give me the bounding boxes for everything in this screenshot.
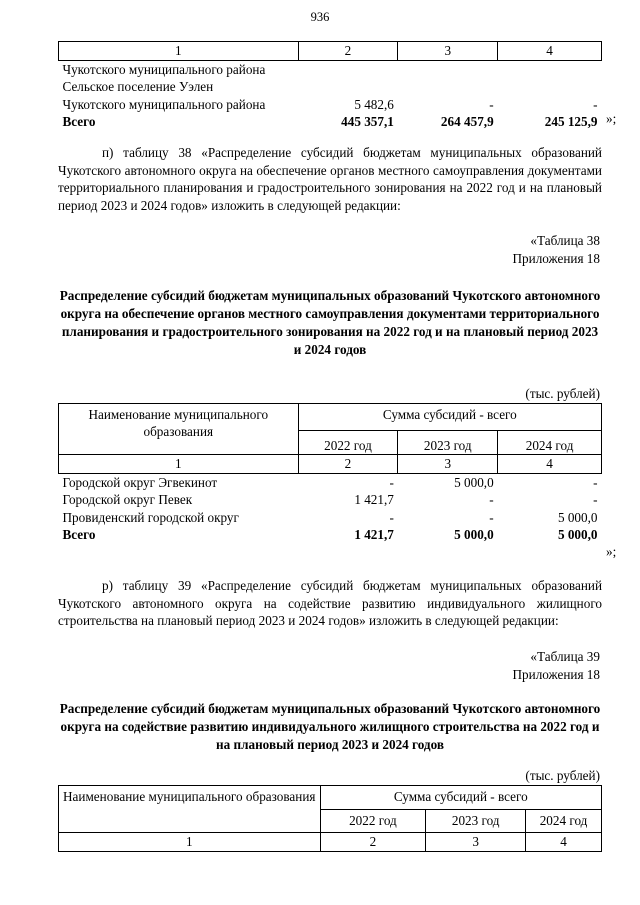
col-num-2: 2 bbox=[298, 42, 398, 61]
col-num-3: 3 bbox=[426, 833, 526, 852]
row-value bbox=[498, 78, 602, 96]
total-row bbox=[59, 113, 602, 131]
col-num-4: 4 bbox=[526, 833, 602, 852]
row-name: Чукотского муниципального района bbox=[62, 61, 266, 77]
closing-quote: »; bbox=[606, 111, 617, 126]
row-value: - bbox=[489, 492, 494, 507]
total-value: 5 000,0 bbox=[454, 527, 494, 542]
caption-line: «Таблица 39 bbox=[530, 649, 600, 664]
col-num-3: 3 bbox=[398, 455, 498, 474]
table-row bbox=[59, 78, 602, 96]
row-value: - bbox=[593, 474, 598, 490]
page-number: 936 bbox=[310, 10, 330, 24]
caption-line: «Таблица 38 bbox=[530, 233, 600, 248]
row-value: 1 421,7 bbox=[354, 492, 394, 507]
header-name: Наименование муниципального образования bbox=[59, 404, 299, 455]
total-label: Всего bbox=[62, 114, 96, 129]
table-caption-38 bbox=[513, 232, 600, 267]
row-name: Чукотского муниципального района bbox=[62, 96, 266, 112]
row-value bbox=[498, 60, 602, 78]
table-38 bbox=[58, 403, 602, 544]
row-value: - bbox=[593, 492, 598, 507]
closing-quote: »; bbox=[606, 544, 617, 559]
row-value bbox=[398, 78, 498, 96]
row-value: 5 482,6 bbox=[354, 96, 394, 112]
row-value bbox=[298, 60, 398, 78]
caption-line: Приложения 18 bbox=[512, 250, 600, 266]
table-caption-39 bbox=[513, 648, 600, 683]
row-value: - bbox=[489, 96, 494, 112]
year-2023: 2023 год bbox=[398, 430, 498, 454]
total-value: 264 457,9 bbox=[440, 114, 494, 129]
units-label: (тыс. рублей) bbox=[525, 386, 600, 401]
total-value: 445 357,1 bbox=[341, 114, 394, 129]
row-name: Провиденский городской округ bbox=[62, 509, 239, 525]
total-value: 1 421,7 bbox=[354, 527, 394, 542]
year-2024: 2024 год bbox=[498, 430, 602, 454]
header-sum: Сумма субсидий - всего bbox=[320, 786, 601, 810]
header-sum: Сумма субсидий - всего bbox=[298, 404, 601, 431]
row-name: Городской округ Эгвекинот bbox=[62, 474, 218, 490]
col-num-1: 1 bbox=[59, 42, 299, 61]
total-label: Всего bbox=[62, 527, 96, 542]
total-value: 5 000,0 bbox=[557, 527, 598, 542]
column-number-row bbox=[59, 42, 602, 61]
header-row bbox=[59, 404, 602, 431]
row-value: - bbox=[593, 96, 598, 112]
col-num-4: 4 bbox=[498, 455, 602, 474]
row-name: Городской округ Певек bbox=[62, 492, 193, 507]
year-2022: 2022 год bbox=[320, 810, 426, 833]
table-row bbox=[59, 491, 602, 509]
table-title-38: Распределение субсидий бюджетам муниципальных образований Чукотского автономного округа на обеспечение органов местного самоуправления документами территориального планирования и градостроительного зонирования на 2022 год и на плановый период 2023 и 2024 годов bbox=[59, 288, 601, 357]
header-row bbox=[59, 786, 602, 810]
table-row bbox=[59, 509, 602, 527]
column-number-row bbox=[59, 455, 602, 474]
row-value: - bbox=[389, 509, 394, 525]
col-num-3: 3 bbox=[398, 42, 498, 61]
col-num-4: 4 bbox=[498, 42, 602, 61]
table-row bbox=[59, 473, 602, 491]
caption-line: Приложения 18 bbox=[512, 666, 600, 682]
row-value: - bbox=[389, 474, 394, 490]
table-39 bbox=[58, 785, 602, 852]
row-value bbox=[398, 60, 498, 78]
row-value: 5 000,0 bbox=[557, 509, 598, 525]
total-value: 245 125,9 bbox=[544, 114, 598, 129]
col-num-1: 1 bbox=[59, 833, 321, 852]
row-value: - bbox=[489, 509, 494, 525]
year-2023: 2023 год bbox=[426, 810, 526, 833]
table-row bbox=[59, 96, 602, 114]
row-value bbox=[298, 78, 398, 96]
table-row bbox=[59, 60, 602, 78]
col-num-2: 2 bbox=[320, 833, 426, 852]
total-row bbox=[59, 526, 602, 544]
units-label: (тыс. рублей) bbox=[525, 768, 600, 783]
paragraph-r: р) таблицу 39 «Распределение субсидий бюджетам муниципальных образований Чукотского автономного округа на содействие развитию индивидуального жилищного строительства на плановый период 2023 и 2024 годов» изложить в следующей редакции: bbox=[58, 578, 602, 629]
col-num-1: 1 bbox=[59, 455, 299, 474]
table-title-39: Распределение субсидий бюджетам муниципальных образований Чукотского автономного округа на содействие развитию индивидуального жилищного строительства на 2022 год и на плановый период 2023 и 2024 годов bbox=[59, 701, 601, 752]
year-2022: 2022 год bbox=[298, 430, 398, 454]
header-name: Наименование муниципального образования bbox=[59, 786, 321, 833]
col-num-2: 2 bbox=[298, 455, 398, 474]
table-top bbox=[58, 41, 602, 131]
row-value: 5 000,0 bbox=[454, 474, 494, 490]
column-number-row bbox=[59, 833, 602, 852]
year-2024: 2024 год bbox=[526, 810, 602, 833]
paragraph-p: п) таблицу 38 «Распределение субсидий бюджетам муниципальных образований Чукотского автономного округа на обеспечение органов местного самоуправления документами территориального планирования и градостроительного зонирования на 2022 год и на плановый период 2023 и 2024 годов» изложить в следующей редакции: bbox=[58, 145, 602, 213]
row-name: Сельское поселение Уэлен bbox=[62, 79, 214, 94]
